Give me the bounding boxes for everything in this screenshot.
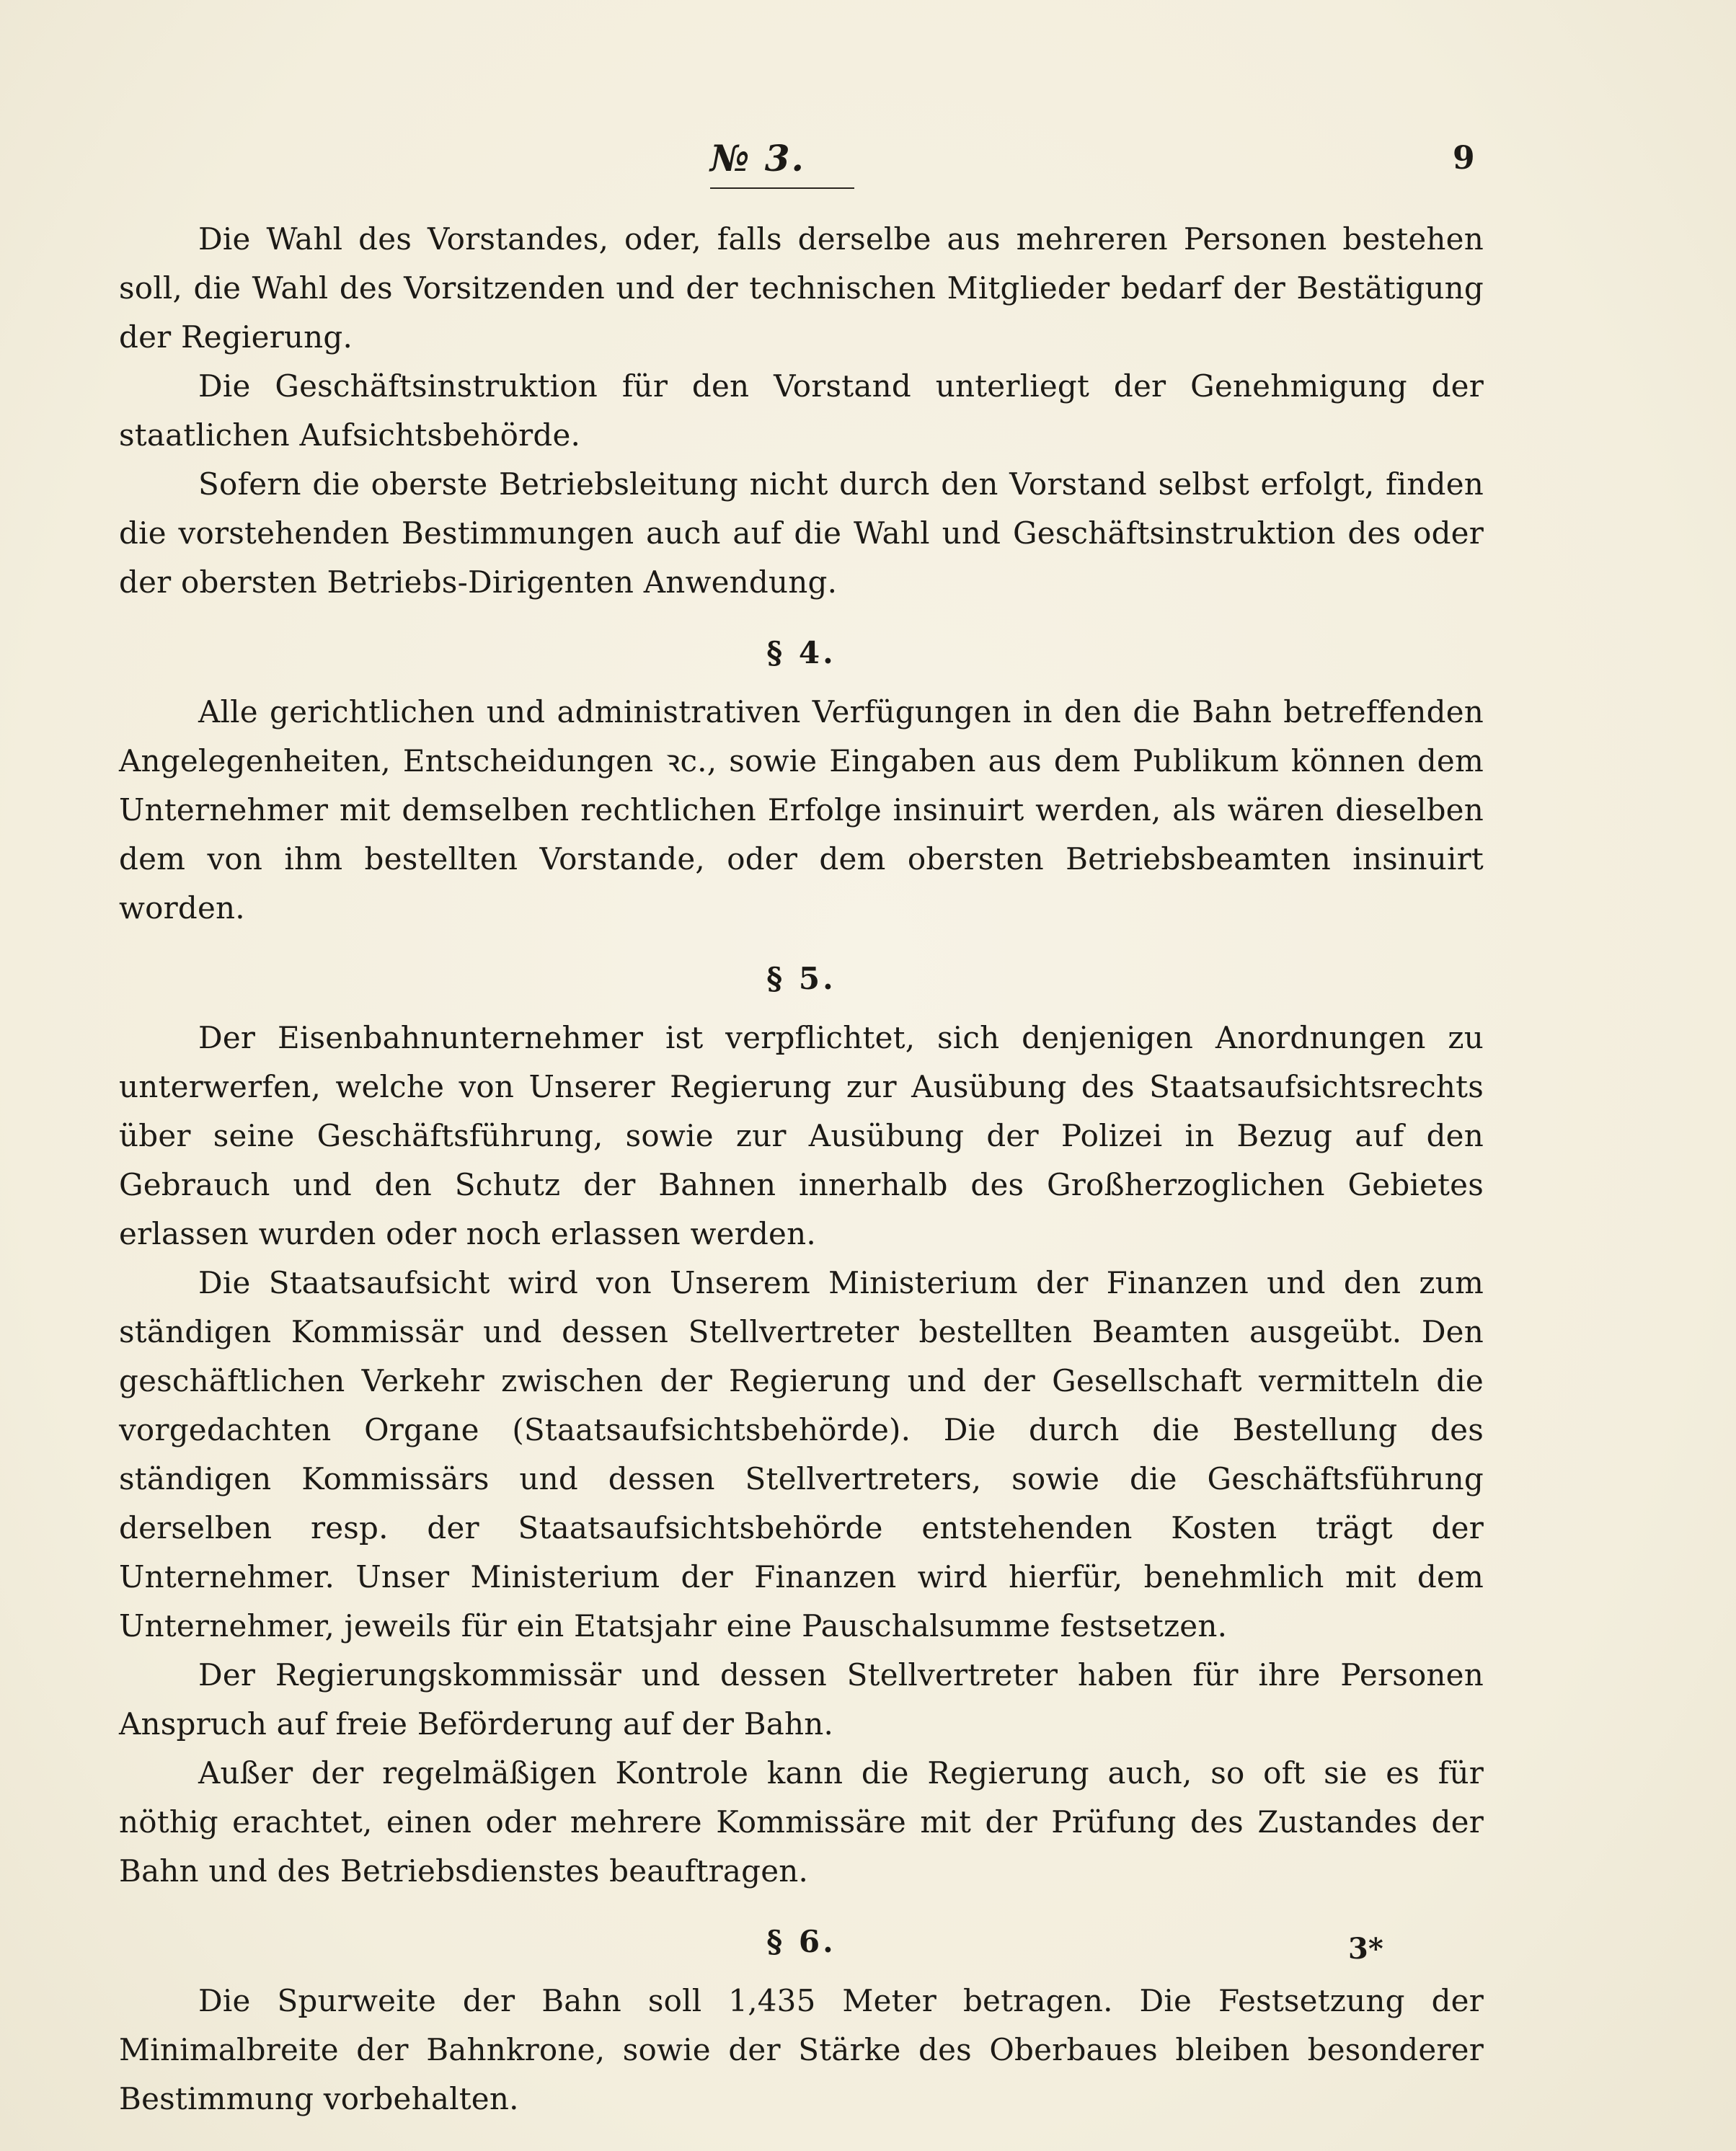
issue-number: № 3.	[710, 137, 805, 179]
paragraph-s3-3: Sofern die oberste Betriebsleitung nicht durch den Vorstand selbst erfolgt, finden die vorstehenden Bestimmungen auch auf die Wahl und Geschäftsinstruktion des oder der obersten Betriebs-Dirigenten Anwendung.	[119, 466, 1484, 600]
section-heading-5: § 5.	[766, 961, 836, 996]
section-heading-6: § 6.	[766, 1924, 836, 1959]
paragraph-s6-1: Die Spurweite der Bahn soll 1,435 Meter betragen. Die Festsetzung der Minimalbreite der Bahnkrone, sowie der Stärke des Oberbaues bleiben besonderer Bestimmung vorbehalten.	[119, 1983, 1484, 2116]
page-number: 9	[1453, 140, 1475, 177]
paragraph-s4-1: Alle gerichtlichen und administrativen Verfügungen in den die Bahn betreffenden Angelegenheiten, Entscheidungen ꝛc., sowie Eingaben aus dem Publikum können dem Unternehmer mit demselben rechtlichen Erfolge insinuirt werden, als wären dieselben dem von ihm bestellten Vorstande, oder dem obersten Betriebsbeamten insinuirt worden.	[119, 694, 1484, 926]
paragraph-s5-1: Der Eisenbahnunternehmer ist verpflichtet, sich denjenigen Anordnungen zu unterwerfen, welche von Unserer Regierung zur Ausübung des Staatsaufsichtsrechts über seine Geschäftsführung, sowie zur Ausübung der Polizei in Bezug auf den Gebrauch und den Schutz der Bahnen innerhalb des Großherzoglichen Gebietes erlassen wurden oder noch erlassen werden.	[119, 1020, 1484, 1251]
paragraph-s5-2: Die Staatsaufsicht wird von Unserem Ministerium der Finanzen und den zum ständigen Kommissär und dessen Stellvertreter bestellten Beamten ausgeübt. Den geschäftlichen Verkehr zwischen der Regierung und der Gesellschaft vermitteln die vorgedachten Organe (Staatsaufsichtsbehörde). Die durch die Bestellung des ständigen Kommissärs und dessen Stellvertreters, sowie die Geschäftsführung derselben resp. der Staatsaufsichtsbehörde entstehenden Kosten trägt der Unternehmer. Unser Ministerium der Finanzen wird hierfür, benehmlich mit dem Unternehmer, jeweils für ein Etatsjahr eine Pauschalsumme festsetzen.	[119, 1265, 1484, 1644]
paragraph-s3-1: Die Wahl des Vorstandes, oder, falls derselbe aus mehreren Personen bestehen soll, die Wahl des Vorsitzenden und der technischen Mitglieder bedarf der Bestätigung der Regierung.	[119, 221, 1484, 355]
page-header	[0, 137, 1736, 195]
document-body	[119, 215, 1484, 2124]
paragraph-s5-3: Der Regierungskommissär und dessen Stellvertreter haben für ihre Personen Anspruch auf freie Beförderung auf der Bahn.	[119, 1657, 1484, 1742]
signature-mark: 3*	[1348, 1932, 1383, 1966]
section-heading-4: § 4.	[766, 635, 836, 670]
issue-underline	[710, 187, 854, 189]
paragraph-s3-2: Die Geschäftsinstruktion für den Vorstand unterliegt der Genehmigung der staatlichen Aufsichtsbehörde.	[119, 368, 1484, 453]
paragraph-s5-4: Außer der regelmäßigen Kontrole kann die Regierung auch, so oft sie es für nöthig erachtet, einen oder mehrere Kommissäre mit der Prüfung des Zustandes der Bahn und des Betriebsdienstes beauftragen.	[119, 1755, 1484, 1889]
